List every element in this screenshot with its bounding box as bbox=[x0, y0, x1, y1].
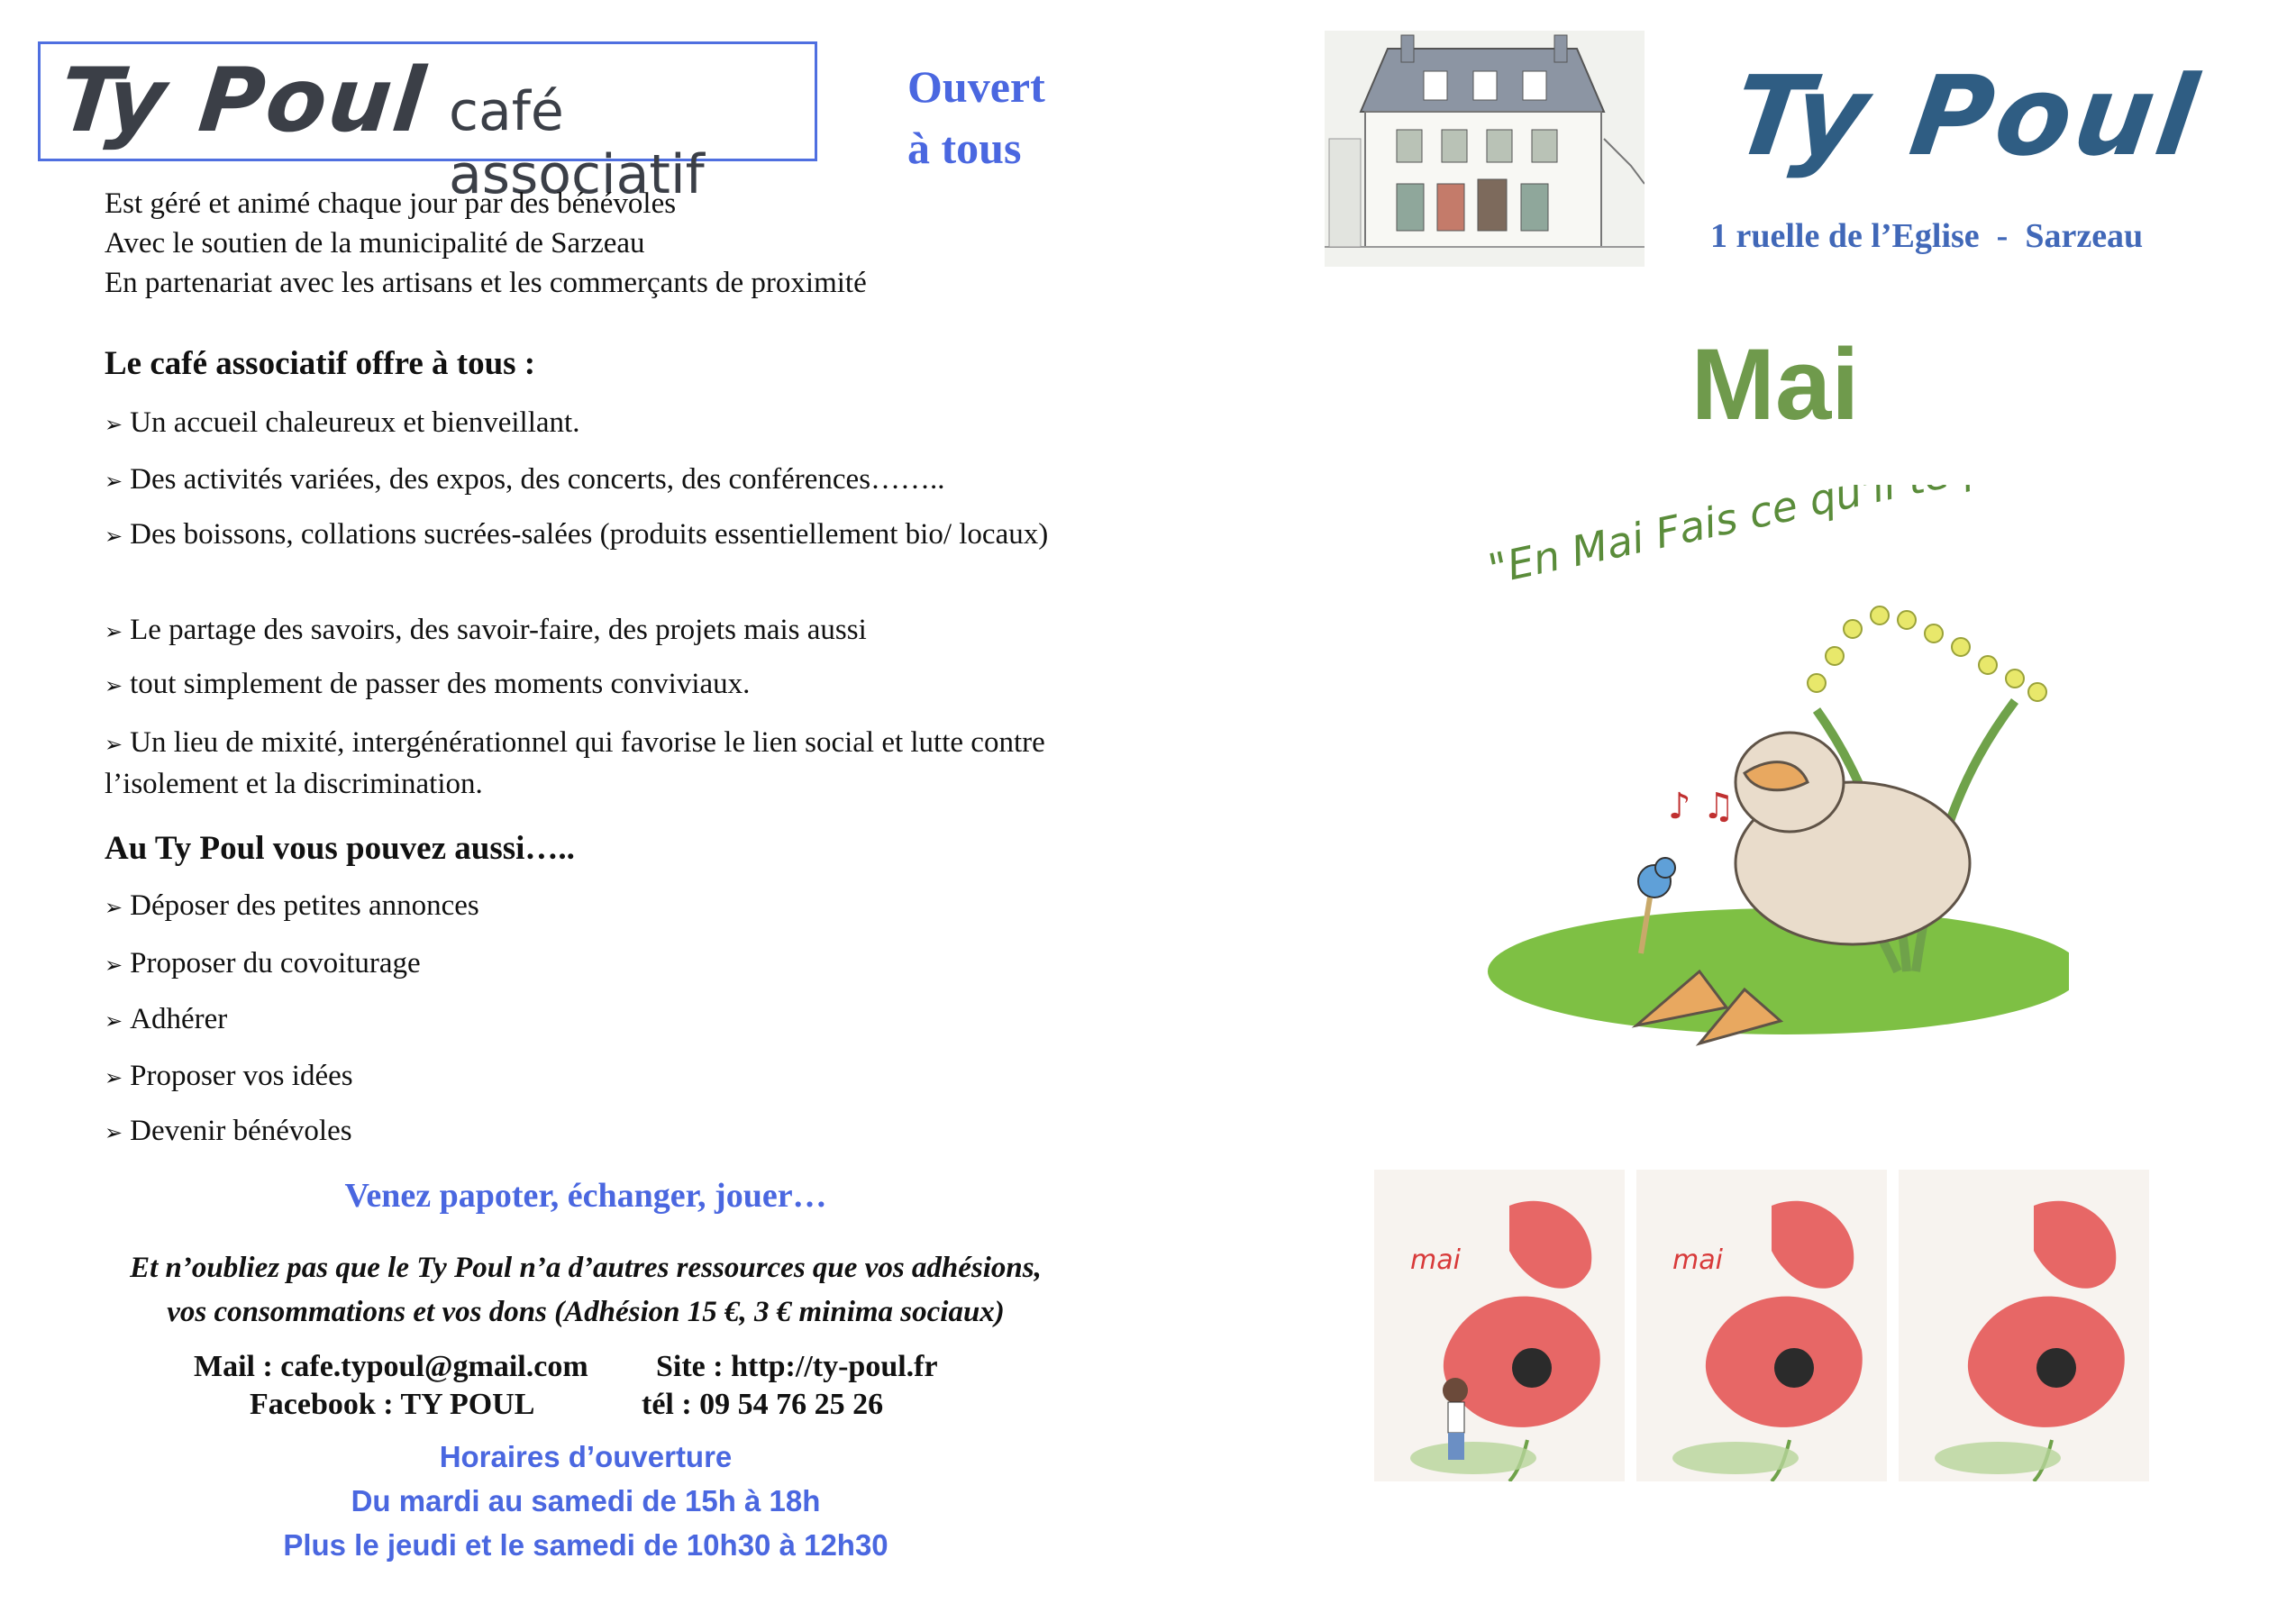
arrow-bullet-icon: ➢ bbox=[105, 414, 123, 437]
logo-name: Ty Poul bbox=[55, 50, 432, 152]
poppy-illustration bbox=[1636, 1170, 1887, 1481]
logo-subtitle: café associatif bbox=[449, 80, 705, 206]
poppy-label: mai bbox=[1672, 1244, 1723, 1276]
intro-line: Avec le soutien de la municipalité de Sarzeau bbox=[105, 227, 645, 260]
venez-tagline: Venez papoter, échanger, jouer… bbox=[344, 1177, 827, 1215]
open-line1: Ouvert bbox=[907, 61, 1045, 112]
address: 1 ruelle de l’Eglise - Sarzeau bbox=[1710, 217, 2144, 255]
poppy-illustration bbox=[1374, 1170, 1625, 1481]
list-item: ➢ Le partage des savoirs, des savoir-faire, des projets mais aussi bbox=[105, 614, 867, 646]
arrow-bullet-icon: ➢ bbox=[105, 675, 123, 698]
list-item: ➢ Des boissons, collations sucrées-salées (produits essentiellement bio/ locaux) bbox=[105, 518, 1049, 551]
arrow-bullet-icon: ➢ bbox=[105, 525, 123, 549]
intro-line: En partenariat avec les artisans et les commerçants de proximité bbox=[105, 267, 867, 299]
svg-text:♪ ♫: ♪ ♫ bbox=[1668, 786, 1736, 827]
resources-note bbox=[0, 1246, 1171, 1335]
arrow-bullet-icon: ➢ bbox=[105, 1010, 123, 1034]
list-item: ➢ Un accueil chaleureux et bienveillant. bbox=[105, 406, 580, 439]
arrow-bullet-icon: ➢ bbox=[105, 621, 123, 644]
list-item: ➢ tout simplement de passer des moments conviviaux. bbox=[105, 668, 751, 700]
arrow-bullet-icon: ➢ bbox=[105, 897, 123, 920]
typoul-logo-right: Ty Poul bbox=[1726, 52, 2208, 180]
note-line: vos consommations et vos dons (Adhésion 15 €, 3 € minima sociaux) bbox=[167, 1296, 1005, 1328]
poppy-illustration bbox=[1899, 1170, 2149, 1481]
list-item: ➢ Des activités variées, des expos, des concerts, des conférences…….. bbox=[105, 463, 945, 496]
intro-line: Est géré et animé chaque jour par des bénévoles bbox=[105, 187, 677, 220]
month-title: Mai bbox=[1690, 328, 1860, 441]
list-item: ➢ Proposer du covoiturage bbox=[105, 947, 421, 980]
also-heading: Au Ty Poul vous pouvez aussi….. bbox=[105, 830, 575, 867]
arrow-bullet-icon: ➢ bbox=[105, 1122, 123, 1145]
hours-line: Du mardi au samedi de 15h à 18h bbox=[351, 1484, 821, 1517]
phone-contact[interactable]: tél : 09 54 76 25 26 bbox=[642, 1388, 884, 1421]
open-to-all bbox=[907, 56, 1045, 178]
poppy-label: mai bbox=[1410, 1244, 1461, 1276]
list-item: ➢ Un lieu de mixité, intergénérationnel qui favorise le lien social et lutte contre l’isolement et la discrimination. bbox=[105, 726, 1045, 800]
hours-line: Plus le jeudi et le samedi de 10h30 à 12h30 bbox=[283, 1528, 888, 1562]
duck-illustration bbox=[1474, 485, 2069, 1051]
arrow-bullet-icon: ➢ bbox=[105, 470, 123, 494]
opening-hours bbox=[0, 1435, 1171, 1567]
mail-contact[interactable]: Mail : cafe.typoul@gmail.com bbox=[194, 1350, 588, 1383]
house-illustration bbox=[1325, 31, 1645, 267]
arrow-bullet-icon: ➢ bbox=[105, 1067, 123, 1090]
intro-text bbox=[105, 184, 867, 303]
arrow-bullet-icon: ➢ bbox=[105, 734, 123, 757]
offer-heading: Le café associatif offre à tous : bbox=[105, 345, 536, 382]
list-item: ➢ Déposer des petites annonces bbox=[105, 889, 479, 922]
site-link[interactable]: Site : http://ty-poul.fr bbox=[656, 1350, 938, 1383]
facebook-contact[interactable]: Facebook : TY POUL bbox=[250, 1388, 535, 1421]
list-item: ➢ Devenir bénévoles bbox=[105, 1115, 352, 1147]
arrow-bullet-icon: ➢ bbox=[105, 954, 123, 978]
list-item: ➢ Proposer vos idées bbox=[105, 1060, 353, 1092]
list-item: ➢ Adhérer bbox=[105, 1003, 228, 1035]
hours-title: Horaires d’ouverture bbox=[439, 1440, 733, 1473]
open-line2: à tous bbox=[907, 123, 1022, 173]
note-line: Et n’oubliez pas que le Ty Poul n’a d’autres ressources que vos adhésions, bbox=[130, 1252, 1042, 1284]
